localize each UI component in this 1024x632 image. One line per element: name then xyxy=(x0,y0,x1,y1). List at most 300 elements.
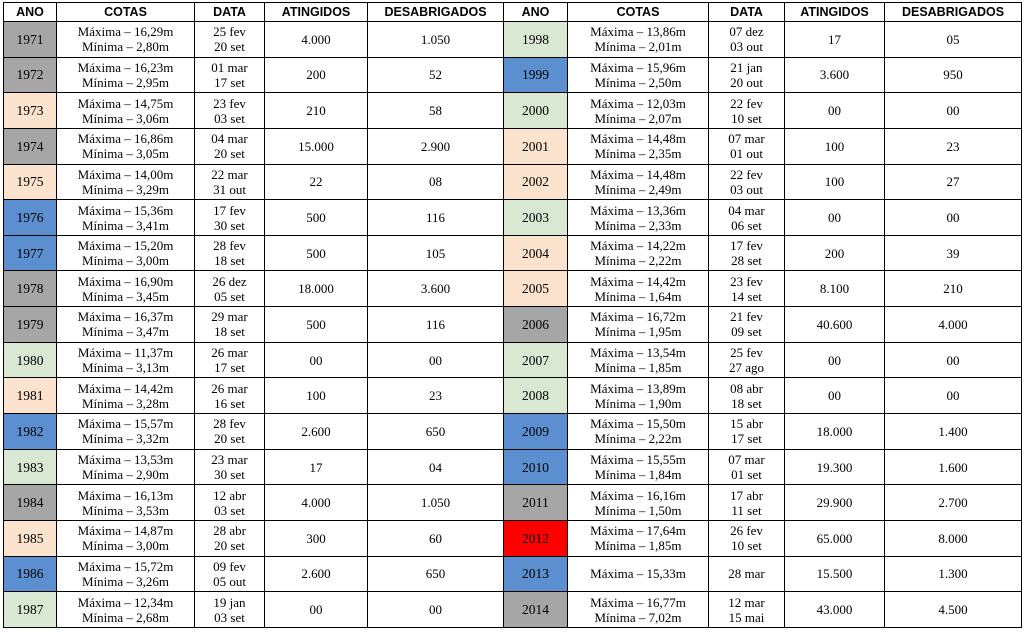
cota-maxima: Máxima – 13,36m xyxy=(590,202,686,218)
data-cell xyxy=(195,164,265,200)
cotas-cell xyxy=(568,556,709,592)
cota-maxima: Máxima – 16,16m xyxy=(590,487,686,503)
atingidos-cell: 2.600 xyxy=(265,556,368,592)
atingidos-cell: 00 xyxy=(785,200,885,236)
table-row xyxy=(4,271,1022,307)
atingidos-cell: 15.500 xyxy=(785,556,885,592)
cota-maxima: Máxima – 16,29m xyxy=(77,24,174,40)
desabrigados-cell: 23 xyxy=(368,378,504,414)
cota-maxima: Máxima – 13,54m xyxy=(590,345,686,361)
cota-maxima: Máxima – 14,75m xyxy=(77,95,174,111)
table-row xyxy=(4,164,1022,200)
year-cell: 2013 xyxy=(504,556,568,592)
cota-minima: Mínima – 3,26m xyxy=(81,573,170,589)
year-cell: 2006 xyxy=(504,307,568,343)
desabrigados-cell: 27 xyxy=(885,164,1022,200)
cotas-cell xyxy=(57,449,195,485)
year-cell: 2014 xyxy=(504,592,568,628)
desabrigados-cell: 650 xyxy=(368,414,504,450)
atingidos-cell: 29.900 xyxy=(785,485,885,521)
cotas-cell xyxy=(57,307,195,343)
data-cheia: 07 mar xyxy=(728,131,765,147)
year-cell: 1971 xyxy=(4,22,57,58)
desabrigados-cell: 04 xyxy=(368,449,504,485)
data-cell xyxy=(195,414,265,450)
desabrigados-cell: 105 xyxy=(368,235,504,271)
atingidos-cell: 18.000 xyxy=(265,271,368,307)
cota-maxima: Máxima – 13,89m xyxy=(590,380,686,396)
cotas-cell xyxy=(568,520,709,556)
data-cheia: 25 fev xyxy=(213,24,246,40)
year-cell: 1984 xyxy=(4,485,57,521)
data-vazante: 31 out xyxy=(213,181,246,197)
desabrigados-cell: 39 xyxy=(885,235,1022,271)
cota-minima: Mínima – 1,64m xyxy=(594,288,682,304)
year-cell: 1985 xyxy=(4,520,57,556)
data-cheia: 17 fev xyxy=(730,238,763,254)
cota-minima: Mínima – 1,90m xyxy=(594,395,682,411)
desabrigados-cell: 2.900 xyxy=(368,128,504,164)
data-vazante: 03 set xyxy=(214,609,245,625)
data-vazante: 17 set xyxy=(214,360,245,376)
cota-maxima: Máxima – 14,42m xyxy=(77,380,174,396)
atingidos-cell: 15.000 xyxy=(265,128,368,164)
cota-maxima: Máxima – 16,23m xyxy=(77,59,174,75)
data-vazante: 20 set xyxy=(214,538,245,554)
data-cell xyxy=(709,307,785,343)
data-cheia: 28 mar xyxy=(728,566,765,582)
header-row xyxy=(4,3,1022,22)
cota-minima: Mínima – 1,84m xyxy=(594,467,682,482)
table-row xyxy=(4,307,1022,343)
cotas-cell xyxy=(568,200,709,236)
cota-maxima: Máxima – 15,96m xyxy=(590,59,686,75)
cota-maxima: Máxima – 16,37m xyxy=(77,309,174,325)
cota-minima: Mínima – 2,22m xyxy=(594,253,682,269)
cota-minima: Mínima – 2,90m xyxy=(81,467,170,482)
data-cheia: 21 jan xyxy=(730,59,763,75)
cota-maxima: Máxima – 15,33m xyxy=(590,566,686,582)
data-cell xyxy=(709,164,785,200)
cota-minima: Mínima – 3,41m xyxy=(81,217,170,233)
desabrigados-cell: 00 xyxy=(368,342,504,378)
desabrigados-cell: 05 xyxy=(885,22,1022,58)
cota-maxima: Máxima – 16,77m xyxy=(590,594,686,610)
year-cell: 1978 xyxy=(4,271,57,307)
data-vazante: 15 mai xyxy=(728,609,765,625)
cota-maxima: Máxima – 14,48m xyxy=(590,131,686,147)
desabrigados-cell: 8.000 xyxy=(885,520,1022,556)
data-cheia: 29 mar xyxy=(211,309,248,325)
header-atingidos-left: ATINGIDOS xyxy=(265,3,368,22)
data-vazante: 17 set xyxy=(214,74,245,90)
cota-minima: Mínima – 2,50m xyxy=(594,74,682,90)
data-vazante: 20 set xyxy=(214,39,245,55)
year-cell: 2008 xyxy=(504,378,568,414)
cotas-cell xyxy=(57,556,195,592)
cota-minima: Mínima – 7,02m xyxy=(594,609,682,625)
cota-minima: Mínima – 3,00m xyxy=(81,538,170,554)
cota-maxima: Máxima – 15,50m xyxy=(590,416,686,432)
year-cell: 1972 xyxy=(4,57,57,93)
data-vazante: 18 set xyxy=(731,395,762,411)
cotas-cell xyxy=(568,342,709,378)
cotas-cell xyxy=(568,271,709,307)
desabrigados-cell: 950 xyxy=(885,57,1022,93)
data-cheia: 17 abr xyxy=(730,487,763,503)
data-cheia: 09 fev xyxy=(213,558,246,574)
data-vazante: 01 out xyxy=(730,146,763,162)
year-cell: 2001 xyxy=(504,128,568,164)
data-vazante: 14 set xyxy=(731,288,762,304)
data-cell xyxy=(709,592,785,628)
data-vazante: 06 set xyxy=(731,217,762,233)
desabrigados-cell: 4.000 xyxy=(885,307,1022,343)
desabrigados-cell: 00 xyxy=(885,93,1022,129)
desabrigados-cell: 650 xyxy=(368,556,504,592)
desabrigados-cell: 00 xyxy=(368,592,504,628)
data-cheia: 25 fev xyxy=(730,345,763,361)
cota-minima: Mínima – 2,22m xyxy=(594,431,682,447)
cotas-cell xyxy=(57,520,195,556)
data-cell xyxy=(195,22,265,58)
data-cell xyxy=(709,271,785,307)
year-cell: 2003 xyxy=(504,200,568,236)
cota-minima: Mínima – 3,32m xyxy=(81,431,170,447)
data-cell xyxy=(709,235,785,271)
year-cell: 1987 xyxy=(4,592,57,628)
data-cheia: 23 fev xyxy=(213,95,246,111)
data-cell xyxy=(195,520,265,556)
data-cell xyxy=(195,592,265,628)
atingidos-cell: 200 xyxy=(785,235,885,271)
desabrigados-cell: 1.050 xyxy=(368,485,504,521)
data-cell xyxy=(709,520,785,556)
year-cell: 1977 xyxy=(4,235,57,271)
atingidos-cell: 43.000 xyxy=(785,592,885,628)
year-cell: 2005 xyxy=(504,271,568,307)
cotas-cell xyxy=(568,414,709,450)
data-cheia: 28 fev xyxy=(213,416,246,432)
atingidos-cell: 22 xyxy=(265,164,368,200)
year-cell: 2010 xyxy=(504,449,568,485)
cotas-cell xyxy=(57,128,195,164)
data-cheia: 21 fev xyxy=(730,309,763,325)
desabrigados-cell: 3.600 xyxy=(368,271,504,307)
table-row xyxy=(4,22,1022,58)
cota-minima: Mínima – 2,33m xyxy=(594,217,682,233)
cota-maxima: Máxima – 14,48m xyxy=(590,166,686,182)
header-cotas-right: COTAS xyxy=(568,3,709,22)
header-desabrigados-right: DESABRIGADOS xyxy=(885,3,1022,22)
atingidos-cell: 4.000 xyxy=(265,22,368,58)
header-ano-right: ANO xyxy=(504,3,568,22)
table-row xyxy=(4,57,1022,93)
data-vazante: 11 set xyxy=(731,502,762,518)
table-row xyxy=(4,128,1022,164)
desabrigados-cell: 2.700 xyxy=(885,485,1022,521)
atingidos-cell: 4.000 xyxy=(265,485,368,521)
header-cotas-left: COTAS xyxy=(57,3,195,22)
year-cell: 1975 xyxy=(4,164,57,200)
cota-minima: Mínima – 2,35m xyxy=(594,146,682,162)
table-row xyxy=(4,378,1022,414)
atingidos-cell: 8.100 xyxy=(785,271,885,307)
table-row xyxy=(4,414,1022,450)
year-cell: 1973 xyxy=(4,93,57,129)
cota-minima: Mínima – 2,01m xyxy=(594,39,682,55)
atingidos-cell: 100 xyxy=(785,164,885,200)
atingidos-cell: 17 xyxy=(785,22,885,58)
data-cell xyxy=(195,235,265,271)
cotas-cell xyxy=(568,22,709,58)
desabrigados-cell: 1.300 xyxy=(885,556,1022,592)
data-vazante: 01 set xyxy=(731,467,762,482)
year-cell: 1998 xyxy=(504,22,568,58)
atingidos-cell: 3.600 xyxy=(785,57,885,93)
cota-maxima: Máxima – 12,34m xyxy=(77,594,174,610)
data-vazante: 20 set xyxy=(214,146,245,162)
cota-minima: Mínima – 3,45m xyxy=(81,288,170,304)
atingidos-cell: 00 xyxy=(785,378,885,414)
data-cell xyxy=(709,93,785,129)
data-cheia: 22 fev xyxy=(730,166,763,182)
cotas-cell xyxy=(57,485,195,521)
data-cell xyxy=(709,378,785,414)
data-cheia: 04 mar xyxy=(728,202,765,218)
table-row xyxy=(4,520,1022,556)
cotas-cell xyxy=(568,307,709,343)
table-row xyxy=(4,485,1022,521)
cotas-cell xyxy=(57,592,195,628)
cota-minima: Mínima – 3,47m xyxy=(81,324,170,340)
cotas-cell xyxy=(568,93,709,129)
data-cell xyxy=(195,128,265,164)
cota-minima: Mínima – 3,29m xyxy=(81,181,170,197)
cotas-cell xyxy=(568,235,709,271)
cotas-cell xyxy=(568,164,709,200)
year-cell: 2009 xyxy=(504,414,568,450)
year-cell: 2007 xyxy=(504,342,568,378)
data-cheia: 23 fev xyxy=(730,273,763,289)
cota-maxima: Máxima – 12,03m xyxy=(590,95,686,111)
data-vazante: 27 ago xyxy=(728,360,765,376)
atingidos-cell: 19.300 xyxy=(785,449,885,485)
cota-maxima: Máxima – 13,53m xyxy=(77,452,174,467)
table-row xyxy=(4,235,1022,271)
desabrigados-cell: 60 xyxy=(368,520,504,556)
desabrigados-cell: 00 xyxy=(885,342,1022,378)
data-cell xyxy=(709,449,785,485)
data-vazante: 03 set xyxy=(214,502,245,518)
cota-maxima: Máxima – 14,87m xyxy=(77,523,174,539)
data-vazante: 20 out xyxy=(730,74,763,90)
data-vazante: 30 set xyxy=(214,467,245,482)
cota-maxima: Máxima – 16,90m xyxy=(77,273,174,289)
cota-minima: Mínima – 3,13m xyxy=(81,360,170,376)
data-cheia: 07 mar xyxy=(728,452,765,467)
atingidos-cell: 17 xyxy=(265,449,368,485)
data-vazante: 03 out xyxy=(730,181,763,197)
cotas-cell xyxy=(568,378,709,414)
data-cell xyxy=(709,414,785,450)
cotas-cell xyxy=(568,57,709,93)
desabrigados-cell: 210 xyxy=(885,271,1022,307)
data-cheia: 15 abr xyxy=(730,416,763,432)
year-cell: 2011 xyxy=(504,485,568,521)
atingidos-cell: 00 xyxy=(785,342,885,378)
cota-maxima: Máxima – 15,72m xyxy=(77,558,174,574)
data-cell xyxy=(709,342,785,378)
atingidos-cell: 2.600 xyxy=(265,414,368,450)
data-vazante: 30 set xyxy=(214,217,245,233)
data-cell xyxy=(195,556,265,592)
desabrigados-cell: 23 xyxy=(885,128,1022,164)
data-cell xyxy=(195,378,265,414)
data-vazante: 09 set xyxy=(731,324,762,340)
cota-minima: Mínima – 2,68m xyxy=(81,609,170,625)
year-cell: 2000 xyxy=(504,93,568,129)
cota-maxima: Máxima – 15,20m xyxy=(77,238,174,254)
data-vazante: 17 set xyxy=(731,431,762,447)
cota-maxima: Máxima – 16,72m xyxy=(590,309,686,325)
cota-minima: Mínima – 3,53m xyxy=(81,502,170,518)
year-cell: 2004 xyxy=(504,235,568,271)
data-cheia: 04 mar xyxy=(211,131,248,147)
atingidos-cell: 210 xyxy=(265,93,368,129)
table-body xyxy=(4,22,1022,628)
year-cell: 1981 xyxy=(4,378,57,414)
table-row xyxy=(4,556,1022,592)
table-row xyxy=(4,200,1022,236)
atingidos-cell: 500 xyxy=(265,235,368,271)
cota-maxima: Máxima – 15,55m xyxy=(590,452,686,467)
header-data-left: DATA xyxy=(195,3,265,22)
cota-minima: Mínima – 2,07m xyxy=(594,110,682,126)
data-cheia: 28 fev xyxy=(213,238,246,254)
cotas-cell xyxy=(57,378,195,414)
atingidos-cell: 65.000 xyxy=(785,520,885,556)
data-cell xyxy=(195,342,265,378)
cota-minima: Mínima – 2,80m xyxy=(81,39,170,55)
data-cell xyxy=(709,485,785,521)
cota-minima: Mínima – 1,85m xyxy=(594,538,682,554)
data-cheia: 19 jan xyxy=(213,594,246,610)
desabrigados-cell: 00 xyxy=(885,200,1022,236)
atingidos-cell: 300 xyxy=(265,520,368,556)
data-vazante: 18 set xyxy=(214,324,245,340)
year-cell: 1980 xyxy=(4,342,57,378)
atingidos-cell: 40.600 xyxy=(785,307,885,343)
cotas-cell xyxy=(57,235,195,271)
cotas-cell xyxy=(57,414,195,450)
cotas-cell xyxy=(568,128,709,164)
data-cheia: 07 dez xyxy=(729,24,764,40)
cotas-cell xyxy=(568,485,709,521)
cota-minima: Mínima – 1,85m xyxy=(594,360,682,376)
data-cheia: 28 abr xyxy=(213,523,246,539)
cota-minima: Mínima – 3,06m xyxy=(81,110,170,126)
cota-maxima: Máxima – 16,13m xyxy=(77,487,174,503)
year-cell: 1986 xyxy=(4,556,57,592)
cota-minima: Mínima – 2,49m xyxy=(594,181,682,197)
data-cheia: 26 fev xyxy=(730,523,763,539)
cota-maxima: Máxima – 14,42m xyxy=(590,273,686,289)
data-cell xyxy=(195,449,265,485)
cotas-cell xyxy=(568,592,709,628)
data-cheia: 26 mar xyxy=(211,345,248,361)
desabrigados-cell: 1.050 xyxy=(368,22,504,58)
desabrigados-cell: 08 xyxy=(368,164,504,200)
desabrigados-cell: 116 xyxy=(368,307,504,343)
cotas-cell xyxy=(57,271,195,307)
cotas-cell xyxy=(568,449,709,485)
atingidos-cell: 100 xyxy=(265,378,368,414)
data-vazante: 05 set xyxy=(214,288,245,304)
cota-maxima: Máxima – 14,22m xyxy=(590,238,686,254)
data-cheia: 26 mar xyxy=(211,380,248,396)
table-row xyxy=(4,592,1022,628)
cota-minima: Mínima – 2,95m xyxy=(81,74,170,90)
header-data-right: DATA xyxy=(709,3,785,22)
data-vazante: 16 set xyxy=(214,395,245,411)
desabrigados-cell: 58 xyxy=(368,93,504,129)
data-vazante: 28 set xyxy=(731,253,762,269)
data-cell xyxy=(709,57,785,93)
desabrigados-cell: 1.400 xyxy=(885,414,1022,450)
cota-maxima: Máxima – 15,57m xyxy=(77,416,174,432)
data-cheia: 23 mar xyxy=(211,452,248,467)
atingidos-cell: 500 xyxy=(265,200,368,236)
cotas-cell xyxy=(57,93,195,129)
cota-minima: Mínima – 3,28m xyxy=(81,395,170,411)
data-cell xyxy=(195,93,265,129)
data-cheia: 17 fev xyxy=(213,202,246,218)
atingidos-cell: 100 xyxy=(785,128,885,164)
cotas-cell xyxy=(57,22,195,58)
atingidos-cell: 500 xyxy=(265,307,368,343)
desabrigados-cell: 52 xyxy=(368,57,504,93)
atingidos-cell: 18.000 xyxy=(785,414,885,450)
header-desabrigados-left: DESABRIGADOS xyxy=(368,3,504,22)
atingidos-cell: 200 xyxy=(265,57,368,93)
data-vazante: 20 set xyxy=(214,431,245,447)
data-cheia: 12 mar xyxy=(728,594,765,610)
atingidos-cell: 00 xyxy=(265,342,368,378)
cotas-cell xyxy=(57,57,195,93)
cota-minima: Mínima – 1,50m xyxy=(594,502,682,518)
atingidos-cell: 00 xyxy=(265,592,368,628)
table-row xyxy=(4,449,1022,485)
desabrigados-cell: 116 xyxy=(368,200,504,236)
cotas-cell xyxy=(57,164,195,200)
year-cell: 1979 xyxy=(4,307,57,343)
cota-minima: Mínima – 3,05m xyxy=(81,146,170,162)
cota-maxima: Máxima – 15,36m xyxy=(77,202,174,218)
flood-data-table xyxy=(3,2,1022,628)
year-cell: 1976 xyxy=(4,200,57,236)
data-cheia: 08 abr xyxy=(730,380,763,396)
data-cell xyxy=(709,556,785,592)
table-row xyxy=(4,342,1022,378)
data-cheia: 22 fev xyxy=(730,95,763,111)
data-vazante: 03 set xyxy=(214,110,245,126)
data-cell xyxy=(709,200,785,236)
cota-maxima: Máxima – 11,37m xyxy=(77,345,174,361)
cota-minima: Mínima – 3,00m xyxy=(81,253,170,269)
cota-maxima: Máxima – 17,64m xyxy=(590,523,686,539)
cotas-cell xyxy=(57,200,195,236)
